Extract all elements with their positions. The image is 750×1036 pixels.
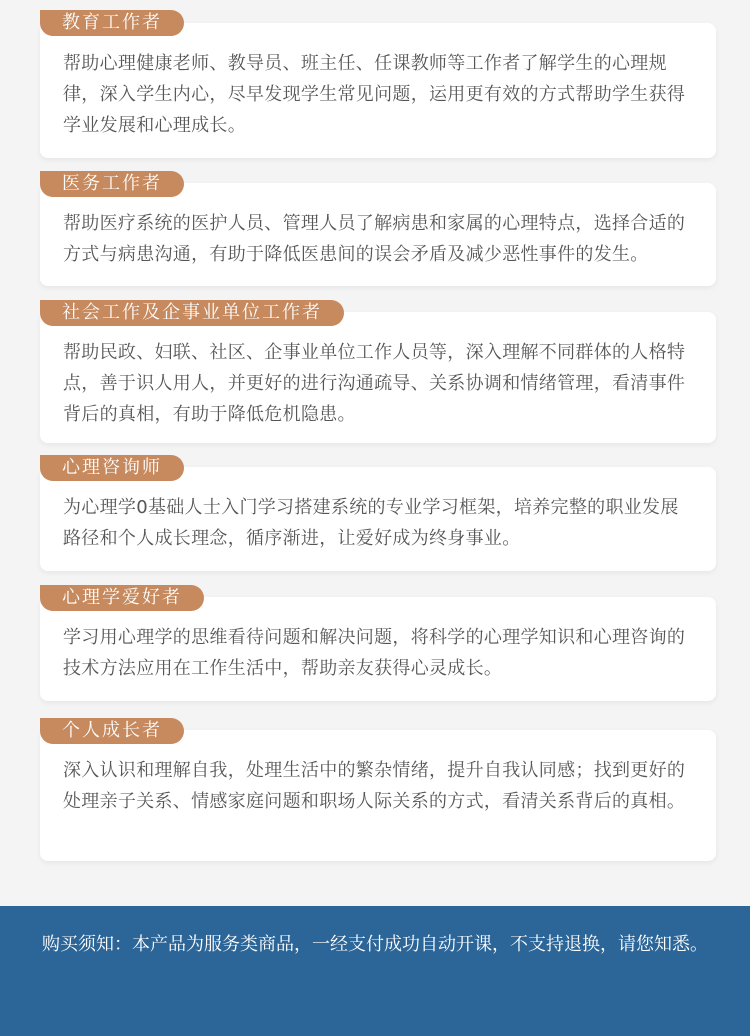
section-card <box>40 312 716 443</box>
section-card <box>40 730 716 861</box>
section-tag: 医务工作者 <box>40 171 184 197</box>
section-text: 帮助民政、妇联、社区、企事业单位工作人员等，深入理解不同群体的人格特点，善于识人用人，并更好的进行沟通疏导、关系协调和情绪管理，看清事件背后的真相，有助于降低危机隐患。 <box>63 342 686 425</box>
section-text: 帮助医疗系统的医护人员、管理人员了解病患和家属的心理特点，选择合适的方式与病患沟通，有助于降低医患间的误会矛盾及减少恶性事件的发生。 <box>63 213 686 265</box>
section-card <box>40 597 716 701</box>
section-social-work <box>40 300 716 443</box>
section-tag: 个人成长者 <box>40 718 184 744</box>
purchase-notice-text: 购买须知：本产品为服务类商品，一经支付成功自动开课，不支持退换，请您知悉。 <box>42 934 708 955</box>
section-enthusiast <box>40 585 716 701</box>
section-text: 为心理学0基础人士入门学习搭建系统的专业学习框架，培养完整的职业发展路径和个人成长理念，循序渐进，让爱好成为终身事业。 <box>63 497 679 549</box>
section-tag: 心理咨询师 <box>40 455 184 481</box>
section-education <box>40 10 716 158</box>
section-card <box>40 23 716 158</box>
section-tag: 心理学爱好者 <box>40 585 204 611</box>
section-text: 学习用心理学的思维看待问题和解决问题，将科学的心理学知识和心理咨询的技术方法应用在工作生活中，帮助亲友获得心灵成长。 <box>63 627 686 679</box>
section-tag: 社会工作及企事业单位工作者 <box>40 300 344 326</box>
section-text: 深入认识和理解自我，处理生活中的繁杂情绪，提升自我认同感；找到更好的处理亲子关系、情感家庭问题和职场人际关系的方式，看清关系背后的真相。 <box>63 760 686 812</box>
section-card <box>40 467 716 571</box>
section-card <box>40 183 716 286</box>
section-text: 帮助心理健康老师、教导员、班主任、任课教师等工作者了解学生的心理规律，深入学生内心，尽早发现学生常见问题，运用更有效的方式帮助学生获得学业发展和心理成长。 <box>63 53 686 136</box>
section-counselor <box>40 455 716 571</box>
section-medical <box>40 171 716 286</box>
section-tag: 教育工作者 <box>40 10 184 36</box>
section-personal-growth <box>40 718 716 861</box>
purchase-notice-footer <box>0 906 750 1036</box>
